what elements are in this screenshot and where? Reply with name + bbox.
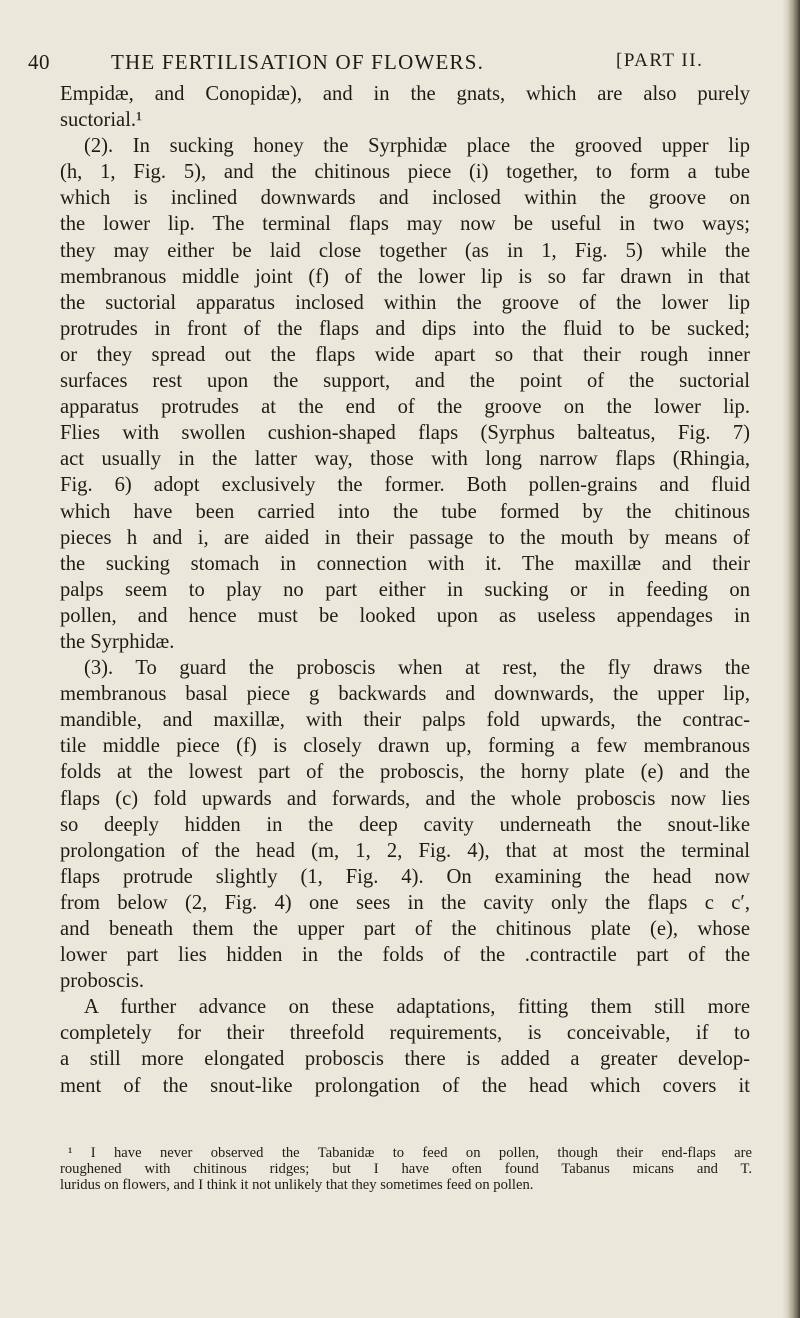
text-line: completely for their threefold requirements, is conceivable, if to — [60, 1022, 750, 1045]
body-text — [60, 81, 750, 1099]
running-title: THE FERTILISATION OF FLOWERS. — [111, 50, 485, 74]
text-line: (2). In sucking honey the Syrphidæ place the grooved upper lip — [84, 135, 750, 158]
text-line: prolongation of the head (m, 1, 2, Fig. 4), that at most the terminal — [60, 839, 750, 862]
text-line: the lower lip. The terminal flaps may now be useful in two ways; — [60, 213, 750, 236]
text-line: surfaces rest upon the support, and the point of the suctorial — [60, 370, 750, 393]
text-line: membranous middle joint (f) of the lower lip is so far drawn in that — [60, 265, 750, 288]
text-line: which is inclined downwards and inclosed within the groove on — [60, 187, 750, 210]
text-line: lower part lies hidden in the folds of the .contractile part of the — [60, 944, 750, 967]
text-line: the Syrphidæ. — [60, 630, 175, 653]
text-line: Fig. 6) adopt exclusively the former. Both pollen-grains and fluid — [60, 474, 750, 497]
footnote-line: roughened with chitinous ridges; but I have often found Tabanus micans and T. — [60, 1161, 752, 1177]
text-line: folds at the lowest part of the proboscis, the horny plate (e) and the — [60, 761, 750, 784]
text-line: flaps protrude slightly (1, Fig. 4). On examining the head now — [60, 865, 750, 888]
footnote-line: ¹ I have never observed the Tabanidæ to feed on pollen, though their end-flaps are — [68, 1145, 752, 1161]
page-number: 40 — [28, 50, 50, 74]
text-line: a still more elongated proboscis there is added a greater develop- — [60, 1048, 750, 1071]
text-line: Empidæ, and Conopidæ), and in the gnats, which are also purely — [60, 83, 750, 105]
text-line: suctorial.¹ — [60, 109, 143, 132]
text-line: A further advance on these adaptations, fitting them still more — [84, 996, 750, 1019]
text-line: (3). To guard the proboscis when at rest, the fly draws the — [84, 657, 750, 680]
text-line: Flies with swollen cushion-shaped flaps (Syrphus balteatus, Fig. 7) — [60, 422, 750, 445]
footnotes — [60, 1145, 752, 1193]
text-line: protrudes in front of the flaps and dips into the fluid to be sucked; — [60, 317, 750, 340]
text-line: pollen, and hence must be looked upon as useless appendages in — [60, 604, 750, 627]
text-line: they may either be laid close together (as in 1, Fig. 5) while the — [60, 239, 750, 262]
text-line: the suctorial apparatus inclosed within the groove of the lower lip — [60, 291, 750, 314]
text-line: the sucking stomach in connection with it. The maxillæ and their — [60, 552, 750, 575]
text-line: and beneath them the upper part of the chitinous plate (e), whose — [60, 918, 750, 940]
text-line: so deeply hidden in the deep cavity underneath the snout-like — [60, 813, 750, 836]
text-line: mandible, and maxillæ, with their palps fold upwards, the contrac- — [60, 709, 750, 732]
text-line: which have been carried into the tube formed by the chitinous — [60, 500, 750, 523]
page-binding-edge — [782, 0, 800, 1318]
text-line: apparatus protrudes at the end of the groove on the lower lip. — [60, 396, 750, 419]
text-line: pieces h and i, are aided in their passage to the mouth by means of — [60, 526, 750, 549]
text-line: ment of the snout-like prolongation of the head which covers it — [60, 1074, 750, 1097]
text-line: (h, 1, Fig. 5), and the chitinous piece (i) together, to form a tube — [60, 161, 750, 184]
text-line: tile middle piece (f) is closely drawn up, forming a few membranous — [60, 735, 750, 758]
text-line: or they spread out the flaps wide apart so that their rough inner — [60, 343, 750, 366]
text-line: from below (2, Fig. 4) one sees in the cavity only the flaps c c′, — [60, 891, 750, 914]
text-line: proboscis. — [60, 970, 145, 993]
text-line: palps seem to play no part either in sucking or in feeding on — [60, 578, 750, 601]
footnote-line: luridus on flowers, and I think it not unlikely that they sometimes feed on pollen. — [60, 1177, 534, 1193]
text-line: flaps (c) fold upwards and forwards, and the whole proboscis now lies — [60, 787, 750, 810]
text-line: membranous basal piece g backwards and downwards, the upper lip, — [60, 683, 750, 706]
part-label: [PART II. — [616, 50, 704, 71]
text-line: act usually in the latter way, those with long narrow flaps (Rhingia, — [60, 448, 750, 471]
